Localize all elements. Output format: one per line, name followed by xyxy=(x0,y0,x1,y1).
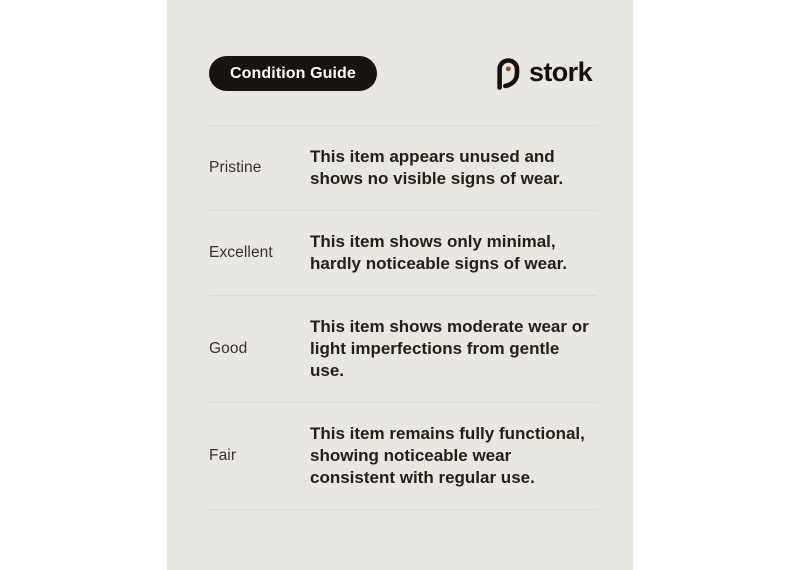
condition-description: This item shows only minimal, hardly noticeable signs of wear. xyxy=(310,232,567,273)
condition-label: Fair xyxy=(209,447,237,464)
conditions-table xyxy=(209,125,597,510)
condition-description: This item remains fully functional, showing noticeable wear consistent with regular use. xyxy=(310,424,585,487)
condition-row-good xyxy=(209,295,597,402)
condition-description: This item shows moderate wear or light imperfections from gentle use. xyxy=(310,317,589,380)
condition-guide-badge: Condition Guide xyxy=(209,56,377,91)
card-header xyxy=(209,56,592,91)
condition-label: Good xyxy=(209,340,248,357)
condition-row-excellent xyxy=(209,210,597,295)
stork-logo xyxy=(495,58,592,90)
stork-bird-mark-icon xyxy=(495,58,522,90)
condition-guide-card xyxy=(167,0,633,570)
stork-mark-stroke xyxy=(500,60,517,87)
condition-row-pristine xyxy=(209,125,597,210)
condition-description: This item appears unused and shows no visible signs of wear. xyxy=(310,147,564,188)
condition-label: Pristine xyxy=(209,159,262,176)
stork-logo-text: stork xyxy=(528,57,592,87)
condition-row-fair xyxy=(209,402,597,510)
stork-mark-dot xyxy=(506,66,511,71)
condition-label: Excellent xyxy=(209,244,273,261)
